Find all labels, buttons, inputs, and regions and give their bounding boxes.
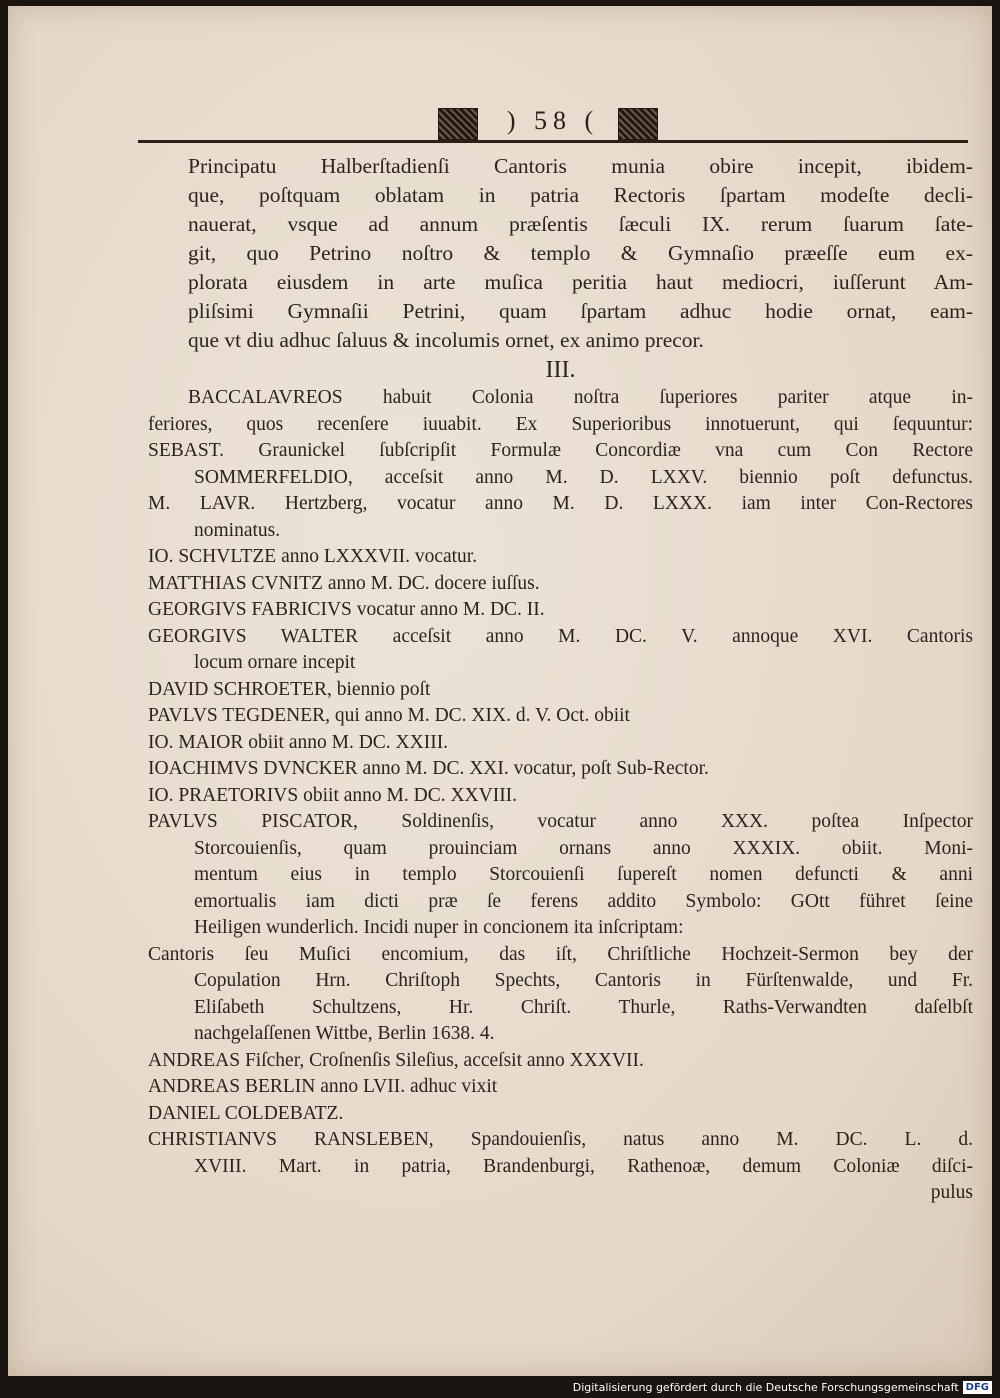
- dfg-footer: [573, 1381, 992, 1394]
- text-line: M. LAVR. Hertzberg, vocatur anno M. D. LXXX. iam inter Con-Rectores: [148, 493, 973, 514]
- text-line: mentum eius in templo Storcouienſi ſupereſt nomen defuncti & anni: [194, 864, 973, 885]
- text-line: ANDREAS BERLIN anno LVII. adhuc vixit: [148, 1076, 498, 1097]
- text-line: IO. MAIOR obiit anno M. DC. XXIII.: [148, 731, 449, 753]
- text-line: locum ornare incepit: [194, 652, 356, 673]
- text-line: DAVID SCHROETER, biennio poſt: [148, 678, 431, 700]
- text-line: nominatus.: [194, 519, 281, 541]
- page-header: [138, 106, 968, 146]
- text-line: PAVLVS TEGDENER, qui anno M. DC. XIX. d. V. Oct. obiit: [148, 705, 630, 726]
- text-line: nauerat, vsque ad annum præſentis ſæculi IX. rerum ſuarum ſate-: [188, 212, 973, 236]
- text-line: pulus: [930, 1182, 973, 1203]
- text-line: MATTHIAS CVNITZ anno M. DC. docere iuſſus.: [148, 572, 540, 594]
- text-line: CHRISTIANVS RANSLEBEN, Spandouienſis, natus anno M. DC. L. d.: [148, 1129, 973, 1150]
- text-line: emortualis iam dicti præ ſe ferens addito Symbolo: GOtt führet ſeine: [194, 890, 973, 912]
- ornament-right-icon: [618, 108, 658, 140]
- text-line: PAVLVS PISCATOR, Soldinenſis, vocatur anno XXX. poſtea Inſpector: [148, 811, 973, 832]
- scanned-page: [8, 6, 992, 1376]
- text-line: IO. SCHVLTZE anno LXXXVII. vocatur.: [148, 546, 478, 567]
- text-line: Storcouienſis, quam prouinciam ornans anno XXXIX. obiit. Moni-: [194, 837, 973, 859]
- text-line: IOACHIMVS DVNCKER anno M. DC. XXI. vocatur, poſt Sub-Rector.: [148, 758, 709, 779]
- text-line: BACCALAVREOS habuit Colonia noſtra ſuperiores pariter atque in-: [188, 387, 973, 408]
- text-line: IO. PRAETORIVS obiit anno M. DC. XXVIII.: [148, 784, 518, 806]
- text-line: que vt diu adhuc ſaluus & incolumis ornet, ex animo precor.: [188, 328, 704, 352]
- text-line: DANIEL COLDEBATZ.: [148, 1102, 344, 1124]
- text-line: Heiligen wunderlich. Incidi nuper in concionem ita inſcriptam:: [194, 917, 684, 938]
- text-line: plorata eiusdem in arte muſica peritia haut mediocri, iuſſerunt Am-: [188, 270, 973, 294]
- text-line: XVIII. Mart. in patria, Brandenburgi, Rathenoæ, demum Coloniæ diſci-: [194, 1155, 973, 1177]
- text-line: git, quo Petrino noſtro & templo & Gymnaſio præeſſe eum ex-: [188, 241, 973, 265]
- text-line: Eliſabeth Schultzens, Hr. Chriſt. Thurle, Raths-Verwandten daſelbſt: [194, 996, 973, 1018]
- text-line: nachgelaſſenen Wittbe, Berlin 1638. 4.: [194, 1023, 495, 1044]
- funding-credit: Digitalisierung gefördert durch die Deutsche Forschungsgemeinschaft: [572, 1381, 959, 1394]
- text-line: Copulation Hrn. Chriſtoph Spechts, Cantoris in Fürſtenwalde, und Fr.: [194, 970, 973, 991]
- text-line: GEORGIVS WALTER acceſsit anno M. DC. V. annoque XVI. Cantoris: [148, 625, 973, 647]
- text-line: pliſsimi Gymnaſii Petrini, quam ſpartam adhuc hodie ornat, eam-: [188, 299, 973, 323]
- text-line: Principatu Halberſtadienſi Cantoris munia obire incepit, ibidem-: [188, 154, 973, 178]
- text-line: feriores, quos recenſere iuuabit. Ex Superioribus innotuerunt, qui ſequuntur:: [148, 413, 973, 435]
- page-number: ) 58 (: [506, 106, 600, 135]
- page-body: [148, 152, 973, 1207]
- ornament-left-icon: [438, 108, 478, 140]
- text-line: Cantoris ſeu Muſici encomium, das iſt, Chriſtliche Hochzeit-Sermon bey der: [148, 943, 973, 965]
- text-line: GEORGIVS FABRICIVS vocatur anno M. DC. II.: [148, 599, 545, 620]
- dfg-logo: DFG: [963, 1381, 992, 1394]
- header-rule: [138, 140, 968, 143]
- text-line: SOMMERFELDIO, acceſsit anno M. D. LXXV. biennio poſt defunctus.: [194, 466, 973, 488]
- text-line: ANDREAS Fiſcher, Croſnenſis Sileſius, acceſsit anno XXXVII.: [148, 1049, 644, 1071]
- text-line: SEBAST. Graunickel ſubſcripſit Formulæ Concordiæ vna cum Con Rectore: [148, 440, 973, 461]
- section-heading: III.: [545, 357, 576, 383]
- text-line: que, poſtquam oblatam in patria Rectoris ſpartam modeſte decli-: [188, 183, 973, 207]
